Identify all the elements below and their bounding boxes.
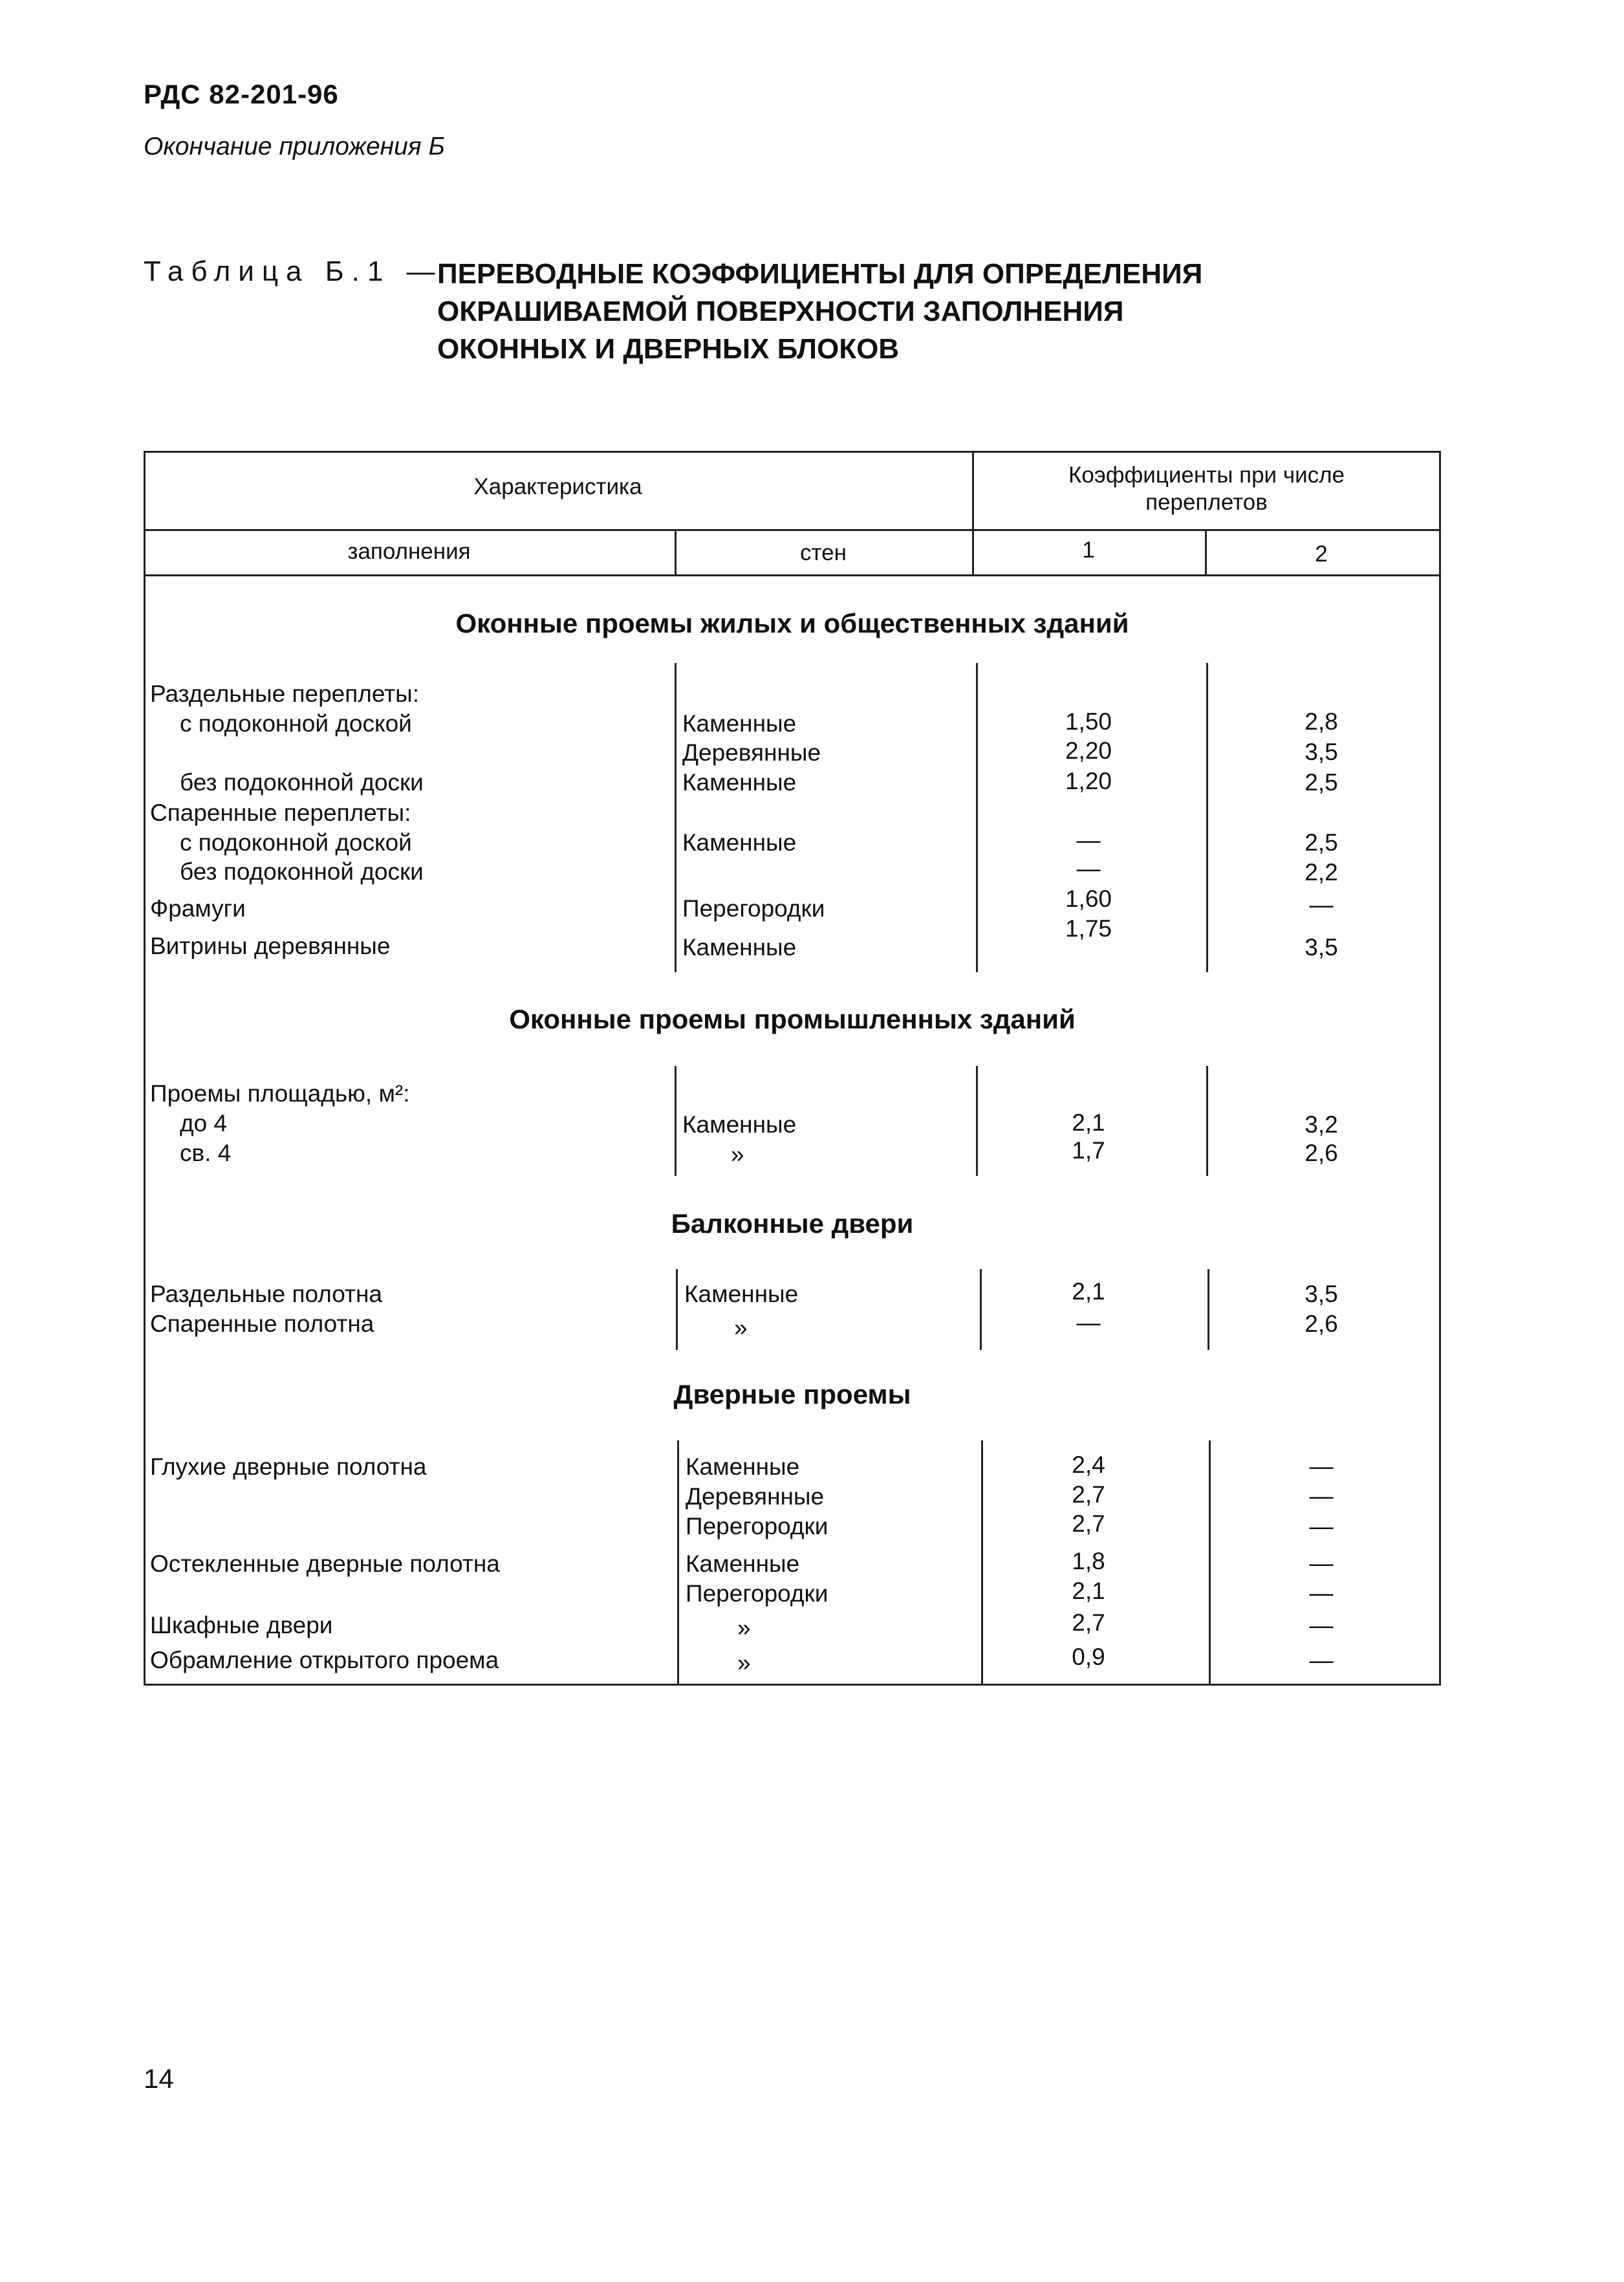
walls-cell: Каменные <box>686 1550 800 1577</box>
coef-1-cell: 0,9 <box>1072 1644 1105 1670</box>
fill-cell: Глухие дверные полотна <box>150 1453 427 1480</box>
coef-1-cell: 2,4 <box>1072 1451 1105 1478</box>
coef-2-cell: 2,5 <box>1305 829 1338 856</box>
coef-2-cell: 2,6 <box>1305 1140 1338 1166</box>
coef-1-cell: 1,7 <box>1072 1137 1105 1164</box>
table-title-line: ОКРАШИВАЕМОЙ ПОВЕРХНОСТИ ЗАПОЛНЕНИЯ <box>437 296 1124 327</box>
walls-cell: Каменные <box>686 1453 800 1480</box>
table-title-line: ПЕРЕВОДНЫЕ КОЭФФИЦИЕНТЫ ДЛЯ ОПРЕДЕЛЕНИЯ <box>437 258 1203 290</box>
fill-cell: Спаренные переплеты: <box>150 799 411 826</box>
header-divider <box>144 529 1441 531</box>
walls-cell: Каменные <box>682 829 797 856</box>
fill-cell: Витрины деревянные <box>150 933 391 959</box>
header-col-2: 2 <box>1315 541 1328 567</box>
coef-1-cell: 2,1 <box>1072 1578 1105 1604</box>
coef-2-cell: 2,8 <box>1305 708 1338 735</box>
coef-1-cell: 1,75 <box>1065 915 1112 942</box>
page-number: 14 <box>144 2063 174 2094</box>
appendix-note: Окончание приложения Б <box>144 133 445 160</box>
table-title <box>437 255 1202 368</box>
coef-1-cell: 1,50 <box>1065 708 1112 735</box>
header-coefficients <box>972 462 1441 516</box>
coef-1-cell: — <box>1076 827 1101 853</box>
walls-cell: » <box>731 1141 744 1168</box>
fill-cell: Фрамуги <box>150 895 246 922</box>
header-bottom-rule <box>144 574 1441 576</box>
coef-1-cell: — <box>1076 1309 1101 1336</box>
walls-cell: Перегородки <box>682 895 825 922</box>
coef-2-cell: — <box>1309 1483 1334 1509</box>
header-coefficients-line: переплетов <box>1145 490 1268 515</box>
coef-2-cell: — <box>1309 1513 1334 1539</box>
column-divider <box>676 1269 678 1350</box>
header-coefficients-line: Коэффициенты при числе <box>1068 462 1345 488</box>
header-fill: заполнения <box>347 539 471 564</box>
coef-1-cell: 2,7 <box>1072 1609 1105 1636</box>
document-code: РДС 82-201-96 <box>144 79 339 109</box>
coef-1-cell: 2,20 <box>1065 737 1112 764</box>
coef-2-cell: 3,5 <box>1305 934 1338 961</box>
fill-cell: св. 4 <box>180 1140 232 1166</box>
coef-1-cell: 2,7 <box>1072 1481 1105 1508</box>
walls-cell: » <box>737 1649 751 1676</box>
table-label: Таблица Б.1 — <box>144 255 443 287</box>
walls-cell: Деревянные <box>686 1483 825 1510</box>
fill-cell: Проемы площадью, м²: <box>150 1080 410 1107</box>
coef-2-cell: 3,5 <box>1305 1281 1338 1307</box>
coef-2-cell: — <box>1309 1453 1334 1479</box>
fill-cell: с подоконной доской <box>180 829 412 856</box>
walls-cell: Перегородки <box>686 1513 828 1539</box>
header-characteristic: Характеристика <box>473 474 642 499</box>
fill-cell: с подоконной доской <box>180 710 412 737</box>
section-heading: Оконные проемы жилых и общественных зданий <box>455 608 1129 638</box>
coef-2-cell: 2,6 <box>1305 1310 1338 1337</box>
fill-cell: Шкафные двери <box>150 1612 333 1638</box>
header-walls: стен <box>800 540 847 565</box>
fill-cell: без подоконной доски <box>180 769 424 796</box>
coef-2-cell: — <box>1309 1550 1334 1576</box>
walls-cell: » <box>734 1314 748 1341</box>
coef-2-cell: 2,2 <box>1305 859 1338 886</box>
coef-1-cell: 1,60 <box>1065 886 1112 912</box>
fill-cell: без подоконной доски <box>180 858 424 885</box>
coef-1-cell: 1,20 <box>1065 768 1112 794</box>
coef-2-cell: — <box>1309 1580 1334 1606</box>
walls-cell: » <box>737 1614 751 1641</box>
header-col-1: 1 <box>1082 538 1095 563</box>
fill-cell: Спаренные полотна <box>150 1310 374 1337</box>
coef-1-cell: 2,7 <box>1072 1510 1105 1537</box>
section-heading: Балконные двери <box>671 1208 914 1239</box>
fill-cell: Обрамление открытого проема <box>150 1647 499 1673</box>
coef-2-cell: — <box>1309 891 1334 918</box>
table-title-line: ОКОННЫХ И ДВЕРНЫХ БЛОКОВ <box>437 333 900 365</box>
walls-cell: Каменные <box>682 1111 797 1138</box>
coef-1-cell: 2,1 <box>1072 1278 1105 1305</box>
walls-cell: Каменные <box>684 1281 799 1307</box>
section-heading: Дверные проемы <box>673 1379 911 1409</box>
coef-2-cell: 2,5 <box>1305 769 1338 796</box>
fill-cell: Раздельные переплеты: <box>150 680 420 707</box>
fill-cell: Остекленные дверные полотна <box>150 1550 500 1577</box>
coef-1-cell: 2,1 <box>1072 1109 1105 1136</box>
walls-cell: Каменные <box>682 769 797 796</box>
coef-2-cell: 3,2 <box>1305 1111 1338 1138</box>
column-divider <box>675 1066 677 1176</box>
walls-cell: Деревянные <box>682 739 821 766</box>
column-divider <box>677 1440 679 1686</box>
coef-2-cell: — <box>1309 1647 1334 1673</box>
walls-cell: Каменные <box>682 934 797 961</box>
coef-2-cell: 3,5 <box>1305 739 1338 765</box>
coef-1-cell: 1,8 <box>1072 1548 1105 1574</box>
section-heading: Оконные проемы промышленных зданий <box>509 1004 1076 1034</box>
column-divider <box>675 663 677 972</box>
coef-1-cell: — <box>1076 855 1101 882</box>
fill-cell: Раздельные полотна <box>150 1281 382 1307</box>
walls-cell: Каменные <box>682 710 797 737</box>
coef-2-cell: — <box>1309 1612 1334 1638</box>
walls-cell: Перегородки <box>686 1580 828 1607</box>
fill-cell: до 4 <box>180 1110 228 1136</box>
